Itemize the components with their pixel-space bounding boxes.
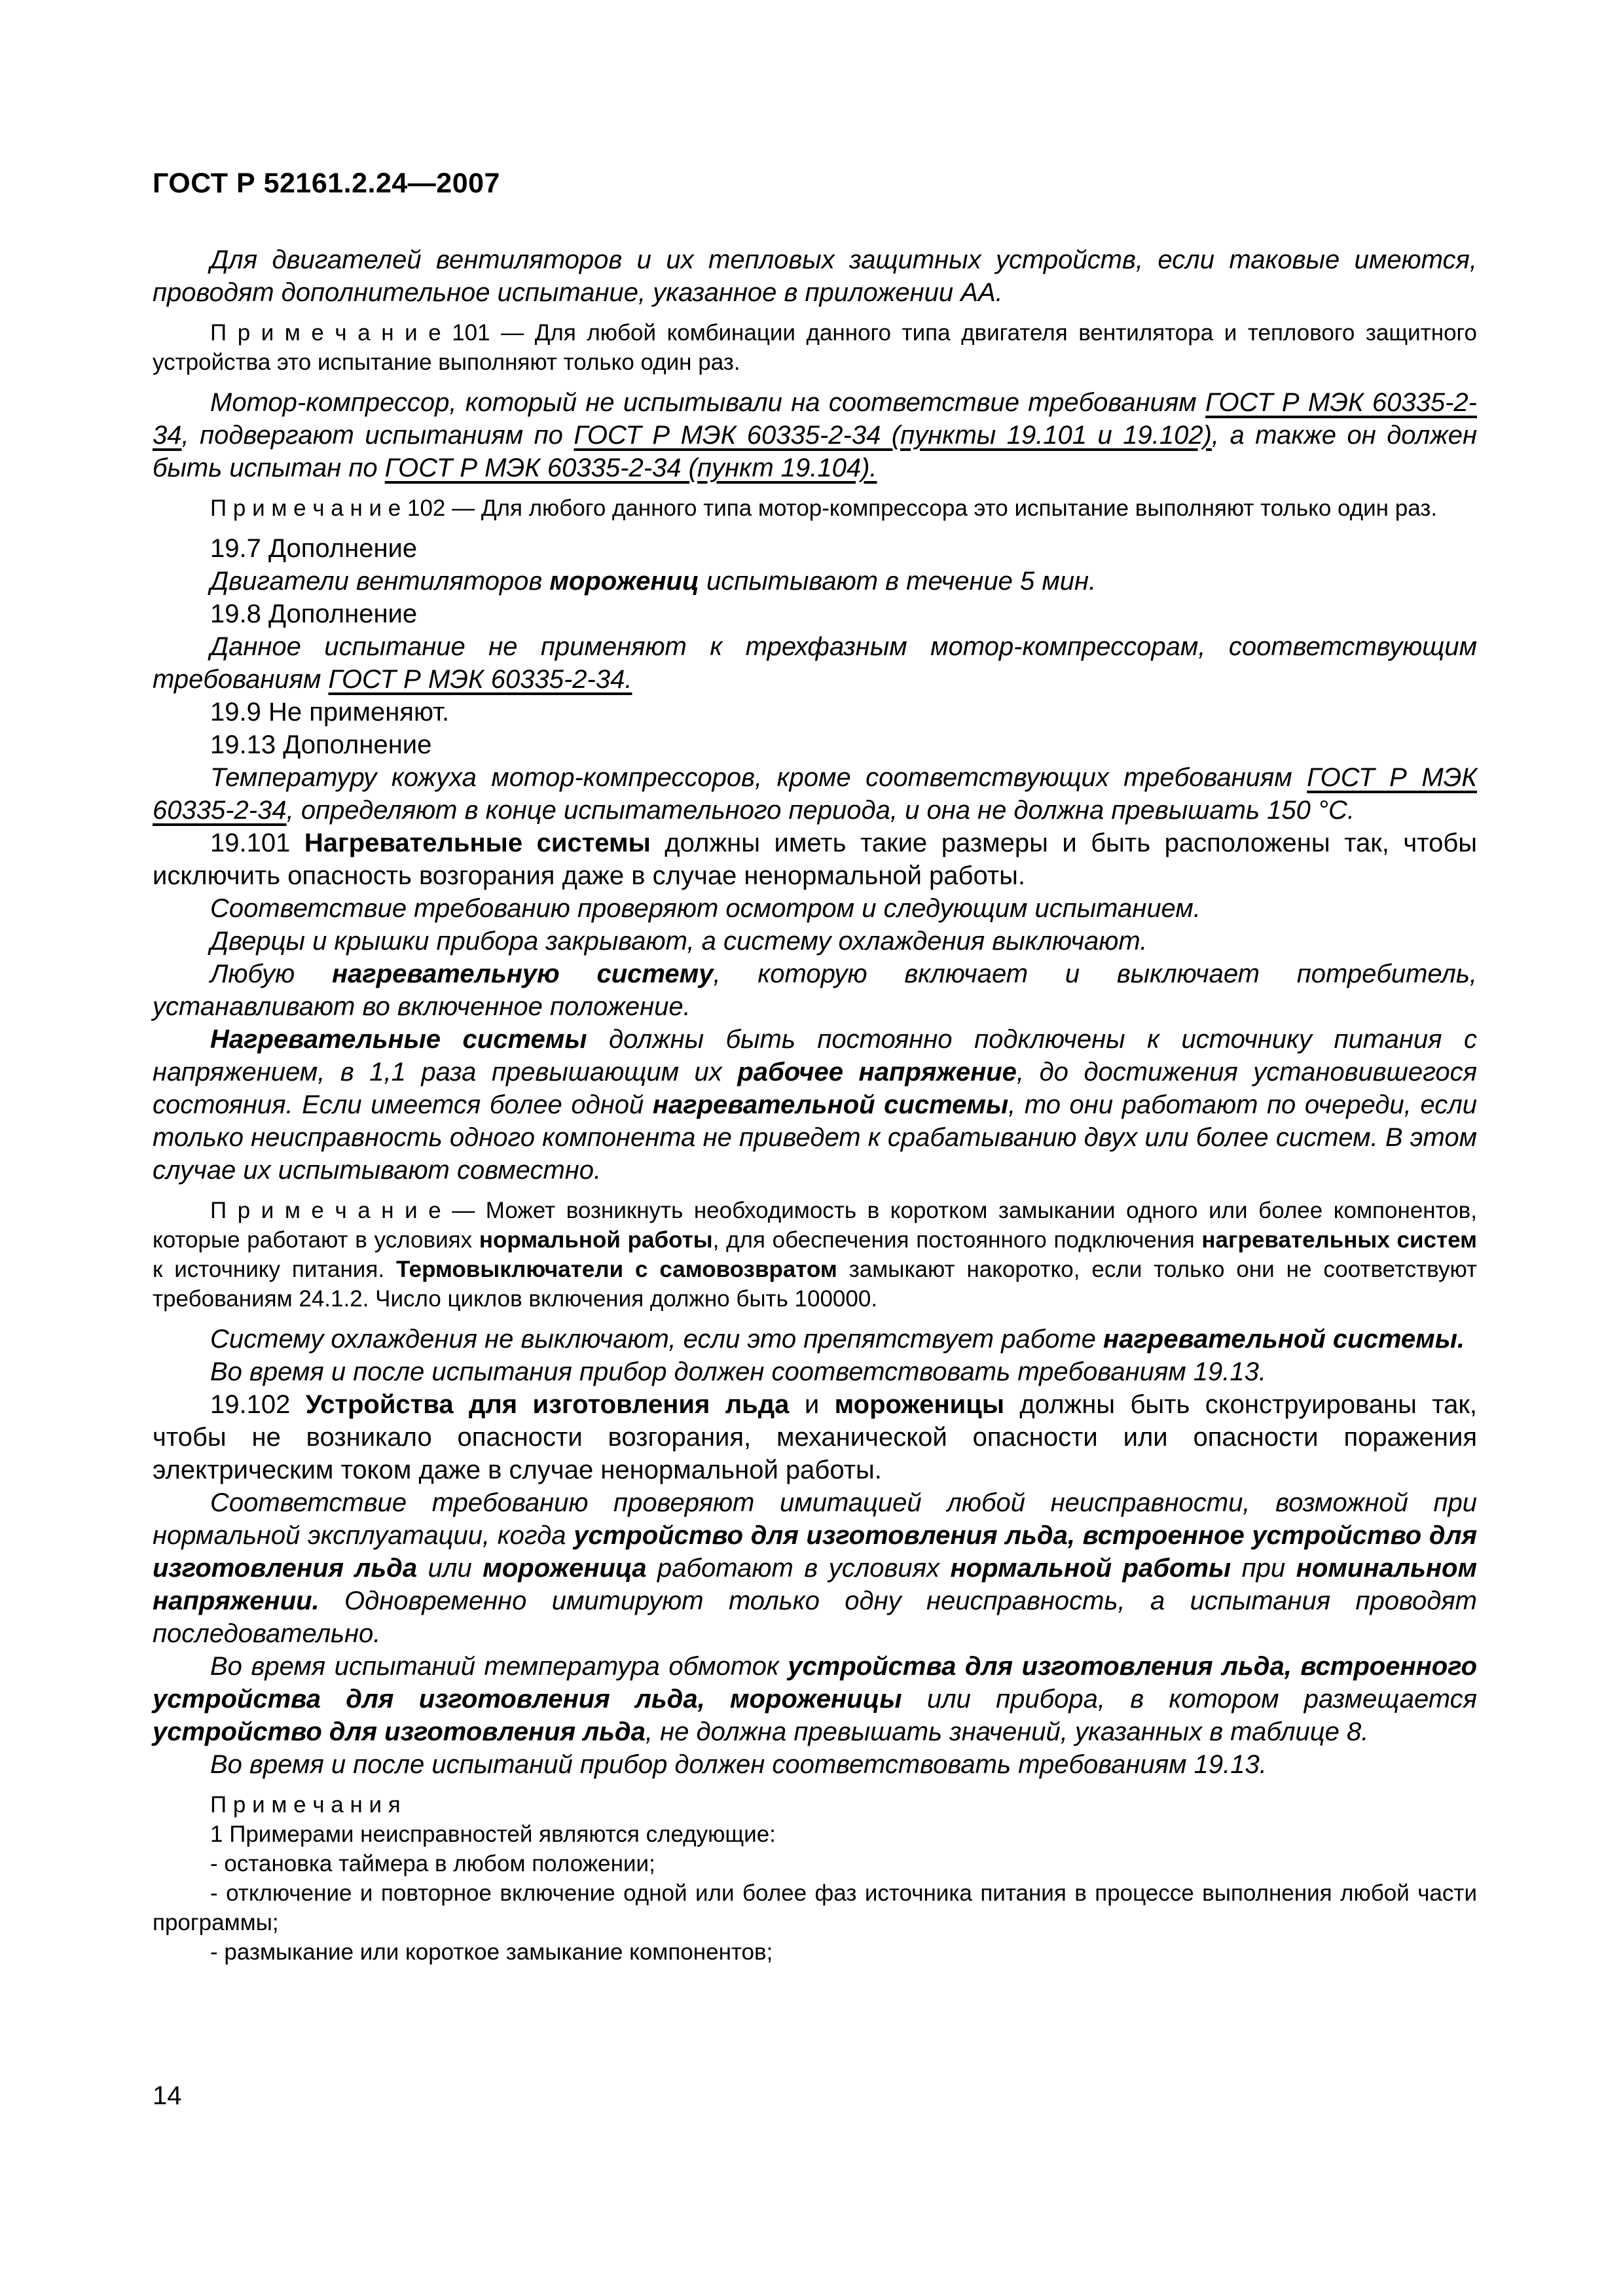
text-segment: морожениц xyxy=(549,567,699,596)
text-segment: Во время и после испытания прибор должен соответствовать требованиям 19.13. xyxy=(210,1357,1266,1386)
document-title: ГОСТ Р 52161.2.24—2007 xyxy=(153,168,500,199)
text-segment: 19.8 Дополнение xyxy=(210,600,418,628)
text-segment: устройства для изготовления льда, встроенного устройства для изготовления льда, мороженицы xyxy=(153,1652,1478,1713)
text-segment: нормальной работы xyxy=(479,1227,713,1253)
text-segment: замыкают накоротко, если только они не соответствуют требованиям 24.1.2. Число циклов включения должно быть 100000. xyxy=(153,1257,1477,1312)
text-segment: Систему охлаждения не выключают, если это препятствует работе xyxy=(210,1325,1104,1354)
paragraph xyxy=(153,493,1477,523)
paragraph xyxy=(153,958,1477,1023)
paragraph xyxy=(153,1023,1477,1187)
text-segment: 19.9 Не применяют. xyxy=(210,698,450,726)
paragraph xyxy=(153,532,1477,565)
text-segment: П р и м е ч а н и е — Может возникнуть необходимость в коротком замыкании одного или более компонентов, которые работают в условиях xyxy=(153,1198,1477,1253)
paragraph xyxy=(153,318,1477,377)
text-segment: - размыкание или короткое замыкание компонентов; xyxy=(210,1939,773,1965)
text-segment: Мотор-компрессор, который не испытывали на соответствие требованиям xyxy=(210,388,1206,417)
text-segment: при xyxy=(1231,1554,1296,1583)
text-segment: Любую xyxy=(210,960,332,988)
paragraph xyxy=(153,1748,1477,1781)
text-segment: рабочее напряжение xyxy=(737,1058,1017,1086)
text-segment: работают в условиях xyxy=(646,1554,951,1583)
text-segment: нагревательную систему xyxy=(331,960,714,988)
text-segment: Одновременно имитируют только одну неисправность, а испытания проводят последовательно. xyxy=(153,1587,1477,1648)
text-segment: , для обеспечения постоянного подключения xyxy=(712,1227,1202,1253)
text-segment: нагревательной системы. xyxy=(1103,1325,1465,1354)
text-segment: номинальном напряжении. xyxy=(153,1554,1478,1615)
paragraph xyxy=(153,386,1477,484)
standard-reference: ГОСТ Р МЭК 60335-2-34 xyxy=(153,763,1477,825)
text-segment: 1 Примерами неисправностей являются следующие: xyxy=(210,1821,776,1847)
text-segment: Нагревательные системы xyxy=(210,1025,587,1054)
text-segment: - отключение и повторное включение одной или более фаз источника питания в процессе выполнения любой части программы; xyxy=(153,1880,1477,1935)
paragraph xyxy=(153,630,1477,696)
paragraph xyxy=(153,1388,1477,1486)
text-segment: Термовыключатели с самовозвратом xyxy=(395,1257,837,1282)
text-segment: Нагревательные системы xyxy=(304,829,651,857)
text-segment: Во время и после испытаний прибор должен соответствовать требованиям 19.13. xyxy=(210,1750,1267,1779)
text-segment: Устройства для изготовления льда xyxy=(305,1390,790,1419)
standard-reference: ГОСТ Р МЭК 60335-2-34 (пункты 19.101 и 19.102) xyxy=(574,421,1212,450)
paragraph xyxy=(153,892,1477,925)
paragraph xyxy=(153,761,1477,827)
text-segment: П р и м е ч а н и е 101 — Для любой комбинации данного типа двигателя вентилятора и теплового защитного устройства это испытание выполняют только один раз. xyxy=(153,320,1477,375)
text-segment: , определяют в конце испытательного периода, и она не должна превышать 150 °С. xyxy=(286,796,1355,825)
text-segment: - остановка таймера в любом положении; xyxy=(210,1851,655,1876)
paragraph xyxy=(153,1937,1477,1967)
text-segment: П р и м е ч а н и е 102 — Для любого данного типа мотор-компрессора это испытание выполняют только один раз. xyxy=(210,495,1438,521)
text-segment: П р и м е ч а н и я xyxy=(210,1792,401,1818)
paragraph xyxy=(153,1878,1477,1937)
paragraph xyxy=(153,925,1477,958)
standard-reference: ГОСТ Р МЭК 60335-2-34 (пункт 19.104). xyxy=(384,454,877,482)
paragraph xyxy=(153,1849,1477,1878)
text-segment: должны иметь такие размеры и быть расположены так, чтобы исключить опасность возгорания даже в случае ненормальной работы. xyxy=(153,829,1477,890)
paragraph xyxy=(153,696,1477,728)
text-segment: нагревательных систем xyxy=(1201,1227,1477,1253)
paragraph xyxy=(153,1196,1477,1314)
paragraph xyxy=(153,1820,1477,1849)
text-segment: устройство для изготовления льда, встроенное устройство для изготовления льда xyxy=(153,1521,1478,1583)
page-number: 14 xyxy=(153,2081,182,2110)
paragraph xyxy=(153,565,1477,598)
paragraph xyxy=(153,1650,1477,1748)
text-segment: мороженицы xyxy=(834,1390,1004,1419)
paragraph xyxy=(153,1323,1477,1355)
text-segment: , а также он должен быть испытан по xyxy=(153,421,1478,482)
paragraph xyxy=(153,243,1477,309)
text-segment: нагревательной системы xyxy=(652,1090,1009,1119)
text-segment: , то они работают по очереди, если только неисправность одного компонента не приведет к срабатыванию двух или более систем. В этом случае их испытывают совместно. xyxy=(153,1090,1477,1185)
standard-reference: ГОСТ Р МЭК 60335-2-34 xyxy=(153,388,1477,450)
paragraph xyxy=(153,1790,1477,1820)
paragraph xyxy=(153,827,1477,892)
text-segment: к источнику питания. xyxy=(153,1257,396,1282)
text-segment: Соответствие требованию проверяют осмотром и следующим испытанием. xyxy=(210,894,1201,923)
text-segment: 19.102 xyxy=(210,1390,306,1419)
text-segment: , до достижения установившегося состояния. Если имеется более одной xyxy=(153,1058,1478,1119)
text-segment: и xyxy=(789,1390,835,1419)
document-content xyxy=(153,243,1477,1967)
text-segment: или прибора, в котором размещается xyxy=(902,1685,1478,1713)
text-segment: 19.7 Дополнение xyxy=(210,534,418,563)
text-segment: или xyxy=(417,1554,483,1583)
text-segment: должны быть сконструированы так, чтобы не возникало опасности возгорания, механической опасности или опасности поражения электрическим током даже в случае ненормальной работы. xyxy=(153,1390,1477,1484)
text-segment: нормальной работы xyxy=(950,1554,1231,1583)
text-segment: мороженица xyxy=(483,1554,647,1583)
text-segment: Во время испытаний температура обмоток xyxy=(210,1652,788,1681)
paragraph xyxy=(153,728,1477,761)
text-segment: , подвергают испытаниям по xyxy=(181,421,574,450)
text-segment: Данное испытание не применяют к трехфазным мотор-компрессорам, соответствующим требованиям xyxy=(153,632,1477,694)
text-segment: Температуру кожуха мотор-компрессоров, кроме соответствующих требованиям xyxy=(210,763,1307,792)
standard-reference: ГОСТ Р МЭК 60335-2-34. xyxy=(328,665,632,694)
paragraph xyxy=(153,1355,1477,1388)
text-segment: Для двигателей вентиляторов и их тепловых защитных устройств, если таковые имеются, проводят дополнительное испытание, указанное в приложении АА. xyxy=(153,245,1477,307)
text-segment: Соответствие требованию проверяют имитацией любой неисправности, возможной при нормальной эксплуатации, когда xyxy=(153,1488,1477,1550)
text-segment: Дверцы и крышки прибора закрывают, а систему охлаждения выключают. xyxy=(210,927,1148,956)
text-segment: , не должна превышать значений, указанных в таблице 8. xyxy=(645,1717,1369,1746)
text-segment: устройство для изготовления льда xyxy=(153,1717,646,1746)
text-segment: испытывают в течение 5 мин. xyxy=(699,567,1097,596)
paragraph xyxy=(153,598,1477,630)
paragraph xyxy=(153,1486,1477,1650)
text-segment: Двигатели вентиляторов xyxy=(210,567,550,596)
text-segment: 19.101 xyxy=(210,829,304,857)
text-segment: 19.13 Дополнение xyxy=(210,730,432,759)
text-segment: должны быть постоянно подключены к источнику питания с напряжением, в 1,1 раза превышающим их xyxy=(153,1025,1477,1086)
text-segment: , которую включает и выключает потребитель, устанавливают во включенное положение. xyxy=(153,960,1478,1021)
